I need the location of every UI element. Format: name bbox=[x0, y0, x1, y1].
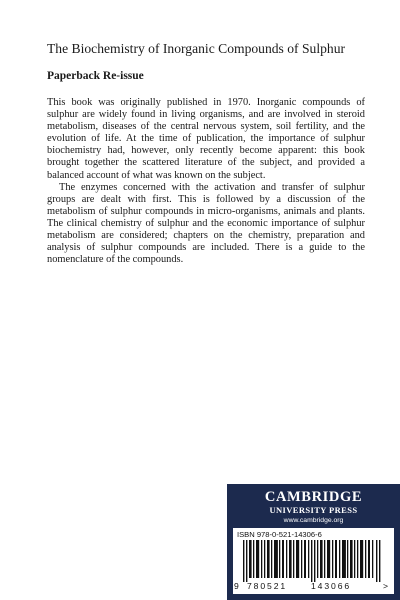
barcode-first-digit: 9 bbox=[234, 581, 239, 591]
blurb bbox=[47, 97, 365, 266]
isbn-label: ISBN 978-0-521-14306-6 bbox=[237, 530, 322, 539]
barcode-icon bbox=[239, 540, 388, 582]
barcode-group-2: 143066 bbox=[311, 581, 352, 591]
publisher-url: www.cambridge.org bbox=[283, 517, 344, 524]
publisher-subname: UNIVERSITY PRESS bbox=[269, 505, 358, 515]
barcode-group-1: 780521 bbox=[247, 581, 288, 591]
barcode-panel bbox=[233, 528, 394, 594]
barcode-arrow: > bbox=[383, 581, 389, 591]
publisher-name: CAMBRIDGE bbox=[264, 489, 363, 505]
edition-label: Paperback Re-issue bbox=[47, 70, 144, 82]
publisher-block bbox=[227, 484, 400, 600]
book-title: The Biochemistry of Inorganic Compounds of Sulphur bbox=[47, 41, 346, 56]
blurb-paragraph-2: The enzymes concerned with the activation and transfer of sulphur groups are dealt with first. This is followed by a discussion of the metabolism of sulphur compounds in micro-organisms, animals and plants. The clinical chemistry of sulphur and the economic importance of sulphur metabolism are considered; chapters on the chemistry, preparation and analysis of sulphur compounds are included. There is a guide to the nomenclature of the compounds. bbox=[47, 181, 365, 266]
blurb-paragraph-1: This book was originally published in 1970. Inorganic compounds of sulphur are widely found in living organisms, and are involved in steroid metabolism, diseases of the central nervous system, soil fertility, and the evolution of life. At the time of publication, the importance of sulphur biochemistry had, however, only recently become apparent: this book brought together the scattered literature of the subject, and provided a balanced account of what was known on the subject. bbox=[47, 97, 365, 181]
